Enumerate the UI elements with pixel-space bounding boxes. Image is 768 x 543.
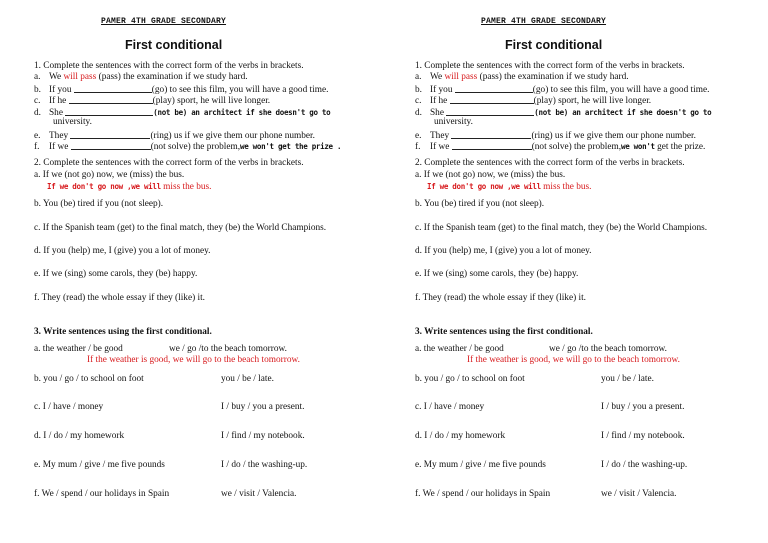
page-title: First conditional (125, 38, 223, 52)
s2-item-d: d. If you (help) me, I (give) you a lot of money. (34, 246, 211, 256)
item-text: They (49, 131, 69, 141)
s3-item-c-left: c. I / have / money (34, 402, 104, 412)
s3-answer-a: If the weather is good, we will go to the beach tomorrow. (467, 355, 680, 365)
section3-instruction: 3. Write sentences using the first conditional. (415, 327, 593, 337)
item-text: (not solve) the problem, (531, 142, 622, 152)
s2-item-e: e. If we (sing) some carols, they (be) happy. (34, 269, 198, 279)
item-text: If he (49, 96, 67, 106)
s2-item-e: e. If we (sing) some carols, they (be) happy. (415, 269, 579, 279)
s2-answer-a (427, 181, 591, 193)
worksheet-right (384, 0, 768, 543)
item-text: (ring) us if we give them our phone number. (150, 131, 315, 141)
item-label: c. (415, 96, 422, 106)
item-text: (play) sport, he will live longer. (152, 96, 271, 106)
item-text: They (430, 131, 450, 141)
item-text: If we (430, 142, 450, 152)
s3-item-c-right: I / buy / you a present. (221, 402, 305, 412)
item-label: a. (34, 72, 41, 82)
item-text: (not solve) the problem, (150, 142, 241, 152)
s3-item-e-right: I / do / the washing-up. (601, 460, 688, 470)
item-text: (pass) the examination if we study hard. (96, 72, 248, 82)
item-label: e. (415, 131, 422, 141)
item-text: (pass) the examination if we study hard. (477, 72, 629, 82)
s3-item-b-left: b. you / go / to school on foot (34, 374, 144, 384)
item-text: We (49, 72, 64, 82)
answer-text: will pass (63, 72, 97, 82)
s3-item-d-left: d. I / do / my homework (34, 431, 125, 441)
s2-item-f: f. They (read) the whole essay if they (like) it. (34, 293, 205, 303)
answer-blank[interactable] (446, 106, 534, 116)
item-label: e. (34, 131, 41, 141)
s3-item-d-right: I / find / my notebook. (221, 431, 305, 441)
item-text: We (430, 72, 445, 82)
s3-item-d-left: d. I / do / my homework (415, 431, 506, 441)
s1-item-f (34, 140, 341, 153)
s3-item-f-left: f. We / spend / our holidays in Spain (34, 489, 170, 499)
answer-blank[interactable] (70, 129, 150, 139)
page-header: PAMER 4TH GRADE SECONDARY (481, 17, 607, 26)
s1-item-f (415, 140, 705, 153)
s3-item-b-left: b. you / go / to school on foot (415, 374, 525, 384)
s2-item-b: b. You (be) tired if you (not sleep). (415, 199, 545, 209)
s1-item-a (415, 72, 629, 83)
s1-item-d-cont: university. (53, 117, 92, 127)
s2-item-b: b. You (be) tired if you (not sleep). (34, 199, 164, 209)
s2-item-a: a. If we (not go) now, we (miss) the bus. (415, 170, 566, 180)
item-text: (play) sport, he will live longer. (533, 96, 652, 106)
item-text: If you (430, 85, 453, 95)
s3-item-a-left: a. the weather / be good (415, 344, 504, 354)
item-text: (go) to see this film, you will have a good time. (532, 85, 710, 95)
item-text: If we (49, 142, 69, 152)
item-label: c. (34, 96, 41, 106)
s3-item-c-right: I / buy / you a present. (601, 402, 685, 412)
answer-blank[interactable] (455, 83, 533, 93)
handwritten-answer: we won't get the prize . (240, 142, 342, 151)
item-text: If he (430, 96, 448, 106)
answer-blank[interactable] (69, 94, 153, 104)
s3-item-e-right: I / do / the washing-up. (221, 460, 308, 470)
item-label: f. (415, 142, 421, 152)
item-label: d. (415, 108, 422, 118)
answer-text: will pass (444, 72, 478, 82)
answer-text: miss the bus. (543, 182, 592, 192)
s3-answer-a: If the weather is good, we will go to the beach tomorrow. (87, 355, 300, 365)
section1-instruction: 1. Complete the sentences with the correct form of the verbs in brackets. (415, 61, 685, 71)
answer-blank[interactable] (65, 106, 153, 116)
s2-item-f: f. They (read) the whole essay if they (like) it. (415, 293, 586, 303)
s2-item-d: d. If you (help) me, I (give) you a lot of money. (415, 246, 592, 256)
page-header: PAMER 4TH GRADE SECONDARY (101, 17, 227, 26)
section3-instruction: 3. Write sentences using the first conditional. (34, 327, 212, 337)
item-text: get the prize. (657, 142, 706, 152)
s3-item-b-right: you / be / late. (601, 374, 654, 384)
s2-item-a: a. If we (not go) now, we (miss) the bus. (34, 170, 185, 180)
item-text: (go) to see this film, you will have a good time. (151, 85, 329, 95)
section2-instruction: 2. Complete the sentences with the correct form of the verbs in brackets. (34, 158, 304, 168)
item-text: She (430, 108, 444, 118)
item-label: f. (34, 142, 40, 152)
s2-item-c: c. If the Spanish team (get) to the final match, they (be) the World Champions. (34, 223, 327, 233)
answer-blank[interactable] (450, 94, 534, 104)
page-title: First conditional (505, 38, 603, 52)
item-label: b. (415, 85, 422, 95)
s3-item-d-right: I / find / my notebook. (601, 431, 685, 441)
handwritten-answer: (not be) an architect if she doesn't go to (534, 108, 712, 117)
s3-item-c-left: c. I / have / money (415, 402, 485, 412)
item-text: If you (49, 85, 72, 95)
handwritten-answer: If we don't go now ,we will (47, 182, 161, 191)
s3-item-f-right: we / visit / Valencia. (601, 489, 677, 499)
answer-blank[interactable] (451, 129, 531, 139)
s3-item-f-right: we / visit / Valencia. (221, 489, 297, 499)
handwritten-answer: (not be) an architect if she doesn't go to (153, 108, 331, 117)
item-text: She (49, 108, 63, 118)
handwritten-answer: If we don't go now ,we will (427, 182, 541, 191)
section1-instruction: 1. Complete the sentences with the correct form of the verbs in brackets. (34, 61, 304, 71)
answer-blank[interactable] (74, 83, 152, 93)
s1-item-d-cont: university. (434, 117, 473, 127)
s3-item-a-right: we / go /to the beach tomorrow. (549, 344, 667, 354)
s2-answer-a (47, 181, 211, 193)
s3-item-e-left: e. My mum / give / me five pounds (415, 460, 546, 470)
answer-text: miss the bus. (163, 182, 212, 192)
s3-item-a-left: a. the weather / be good (34, 344, 123, 354)
answer-blank[interactable] (452, 140, 532, 150)
item-label: a. (415, 72, 422, 82)
item-label: b. (34, 85, 41, 95)
handwritten-answer: we won't (621, 142, 655, 151)
item-text: (ring) us if we give them our phone number. (531, 131, 696, 141)
s3-item-a-right: we / go /to the beach tomorrow. (169, 344, 287, 354)
s3-item-e-left: e. My mum / give / me five pounds (34, 460, 165, 470)
s3-item-b-right: you / be / late. (221, 374, 274, 384)
item-label: d. (34, 108, 41, 118)
s1-item-a (34, 72, 248, 83)
s3-item-f-left: f. We / spend / our holidays in Spain (415, 489, 551, 499)
answer-blank[interactable] (71, 140, 151, 150)
s2-item-c: c. If the Spanish team (get) to the final match, they (be) the World Champions. (415, 223, 708, 233)
section2-instruction: 2. Complete the sentences with the correct form of the verbs in brackets. (415, 158, 685, 168)
